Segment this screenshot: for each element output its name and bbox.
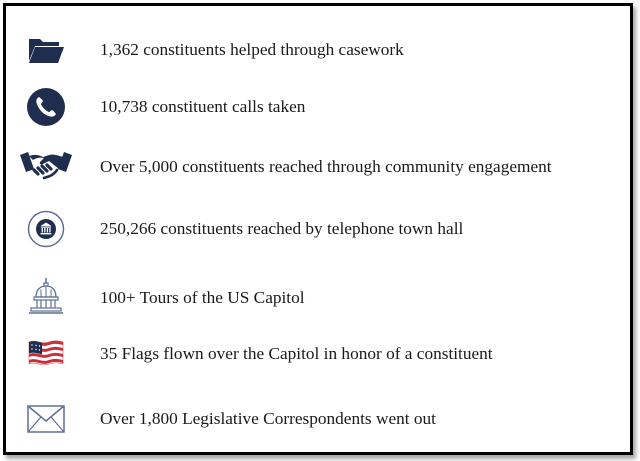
envelope-icon bbox=[24, 397, 68, 441]
stat-text: 35 Flags flown over the Capitol in honor of a constituent bbox=[100, 344, 493, 363]
stat-text: Over 1,800 Legislative Correspondents went out bbox=[100, 409, 436, 428]
stat-row-town-hall bbox=[6, 207, 630, 253]
phone-icon bbox=[24, 85, 68, 129]
stat-row-flags bbox=[6, 331, 630, 377]
stat-row-community bbox=[6, 144, 630, 190]
us-flag-icon bbox=[24, 331, 68, 375]
folder-icon bbox=[24, 28, 68, 72]
stat-text: 10,738 constituent calls taken bbox=[100, 97, 306, 116]
capitol-seal-icon bbox=[24, 207, 68, 251]
stat-text: 250,266 constituents reached by telephone town hall bbox=[100, 219, 464, 238]
stat-row-casework bbox=[6, 28, 630, 74]
stat-text: 100+ Tours of the US Capitol bbox=[100, 288, 305, 307]
stat-row-correspondence bbox=[6, 397, 630, 443]
stats-panel bbox=[3, 3, 633, 455]
stat-text: Over 5,000 constituents reached through community engagement bbox=[100, 157, 552, 176]
stat-row-tours bbox=[6, 274, 630, 320]
handshake-icon bbox=[18, 144, 74, 188]
capitol-dome-icon bbox=[24, 274, 68, 318]
stat-text: 1,362 constituents helped through casework bbox=[100, 40, 404, 59]
stat-row-calls bbox=[6, 85, 630, 131]
